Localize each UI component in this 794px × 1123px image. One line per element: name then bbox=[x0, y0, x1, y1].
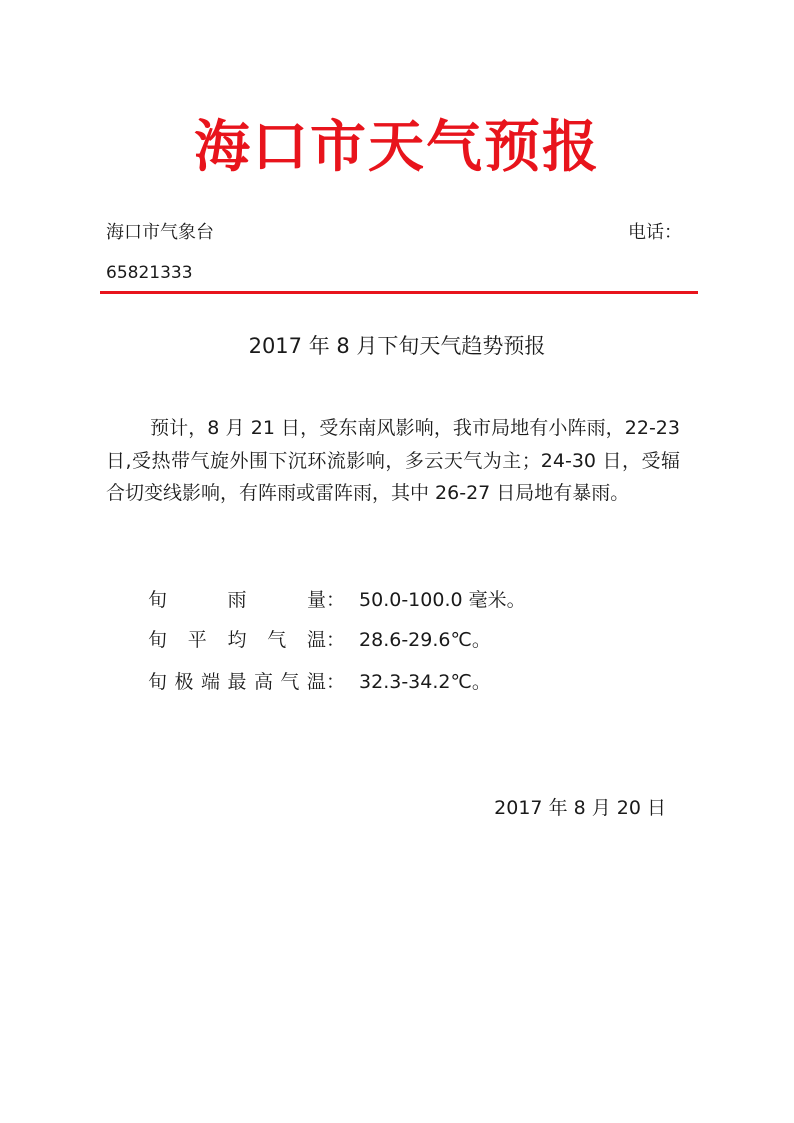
stat-row-rainfall bbox=[148, 586, 668, 614]
label-char: 旬 bbox=[148, 671, 168, 693]
stat-value: 28.6-29.6℃。 bbox=[359, 629, 491, 651]
label-char: 最 bbox=[227, 671, 247, 693]
stat-value: 50.0-100.0 毫米。 bbox=[359, 589, 526, 611]
stat-label bbox=[148, 626, 326, 654]
stat-colon: ： bbox=[326, 629, 346, 651]
label-char: 平 bbox=[187, 629, 207, 651]
issue-date: 2017 年 8 月 20 日 bbox=[494, 797, 666, 819]
label-char: 极 bbox=[174, 671, 194, 693]
stat-label bbox=[148, 586, 326, 614]
forecast-paragraph: 预计，8 月 21 日，受东南风影响，我市局地有小阵雨，22-23 日,受热带气旋外围下沉环流影响，多云天气为主；24-30 日，受辐合切变线影响，有阵雨或雷阵雨，其中 26-27 日局地有暴雨。 bbox=[106, 417, 680, 504]
stat-colon: ： bbox=[326, 671, 346, 693]
header-info-line bbox=[106, 221, 682, 245]
label-char: 端 bbox=[200, 671, 220, 693]
label-char: 温 bbox=[306, 629, 326, 651]
label-char: 旬 bbox=[148, 589, 168, 611]
phone-number: 65821333 bbox=[106, 263, 193, 283]
label-char: 气 bbox=[267, 629, 287, 651]
phone-label: 电话： bbox=[628, 222, 682, 243]
label-char: 量 bbox=[306, 589, 326, 611]
organization-name: 海口市气象台 bbox=[106, 222, 214, 243]
label-char: 旬 bbox=[148, 629, 168, 651]
stat-colon: ： bbox=[326, 589, 346, 611]
document-title: 2017 年 8 月下旬天气趋势预报 bbox=[248, 334, 546, 358]
stat-row-mean-temperature bbox=[148, 626, 668, 654]
label-char: 均 bbox=[227, 629, 247, 651]
label-char: 气 bbox=[280, 671, 300, 693]
stat-value: 32.3-34.2℃。 bbox=[359, 671, 491, 693]
stat-row-max-temperature bbox=[148, 668, 668, 696]
label-char: 高 bbox=[253, 671, 273, 693]
masthead-title: 海口市天气预报 bbox=[194, 115, 600, 180]
label-char: 温 bbox=[306, 671, 326, 693]
header-divider bbox=[100, 291, 698, 294]
stat-label bbox=[148, 668, 326, 696]
label-char: 雨 bbox=[227, 589, 247, 611]
